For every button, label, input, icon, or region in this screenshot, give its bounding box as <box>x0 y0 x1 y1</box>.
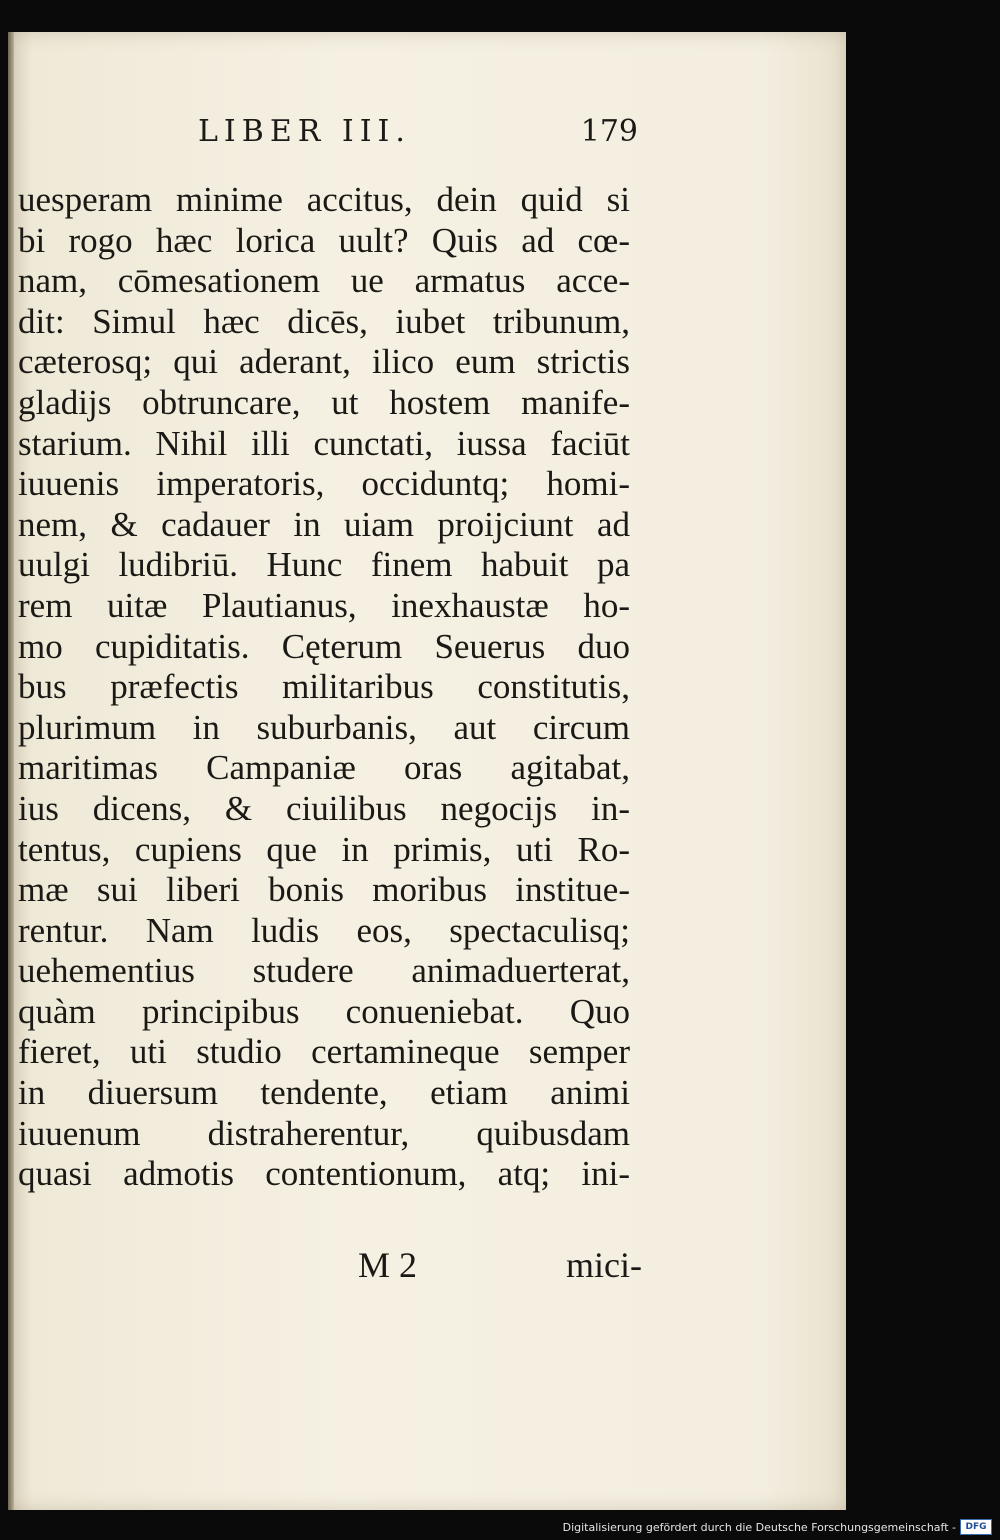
footer-bar <box>0 1510 1000 1540</box>
page-number: 179 <box>580 114 638 149</box>
text-line: nem, & cadauer in uiam proijciunt ad <box>18 504 630 544</box>
text-line: quasi admotis contentionum, atq; ini- <box>18 1154 630 1194</box>
text-line: maritimas Campaniæ oras agitabat, <box>18 748 630 788</box>
text-line: gladijs obtruncare, ut hostem manife- <box>18 382 630 422</box>
running-title: LIBER III. <box>198 114 411 149</box>
text-line: in diuersum tendente, etiam animi <box>18 1073 630 1113</box>
catchword: mici- <box>566 1245 642 1285</box>
running-head <box>198 114 638 154</box>
text-line: bi rogo hæc lorica uult? Quis ad cœ- <box>18 220 630 260</box>
text-line: rentur. Nam ludis eos, spectaculisq; <box>18 910 630 950</box>
text-line: mæ sui liberi bonis moribus institue- <box>18 870 630 910</box>
page-edge-shadow <box>8 32 14 1510</box>
text-line: ius dicens, & ciuilibus negocijs in- <box>18 788 630 828</box>
text-line: plurimum in suburbanis, aut circum <box>18 707 630 747</box>
footer-credit: Digitalisierung gefördert durch die Deutsche Forschungsgemeinschaft - <box>562 1521 956 1534</box>
text-line: fieret, uti studio certamineque semper <box>18 1032 630 1072</box>
text-line: iuuenis imperatoris, occiduntq; homi- <box>18 464 630 504</box>
text-line: uehementius studere animaduerterat, <box>18 951 630 991</box>
dfg-logo-icon: DFG <box>960 1519 992 1535</box>
text-line: nam, cōmesationem ue armatus acce- <box>18 261 630 301</box>
text-line: quàm principibus conueniebat. Quo <box>18 991 630 1031</box>
text-line: mo cupiditatis. Cęterum Seuerus duo <box>18 626 630 666</box>
text-line: uesperam minime accitus, dein quid si <box>18 180 630 219</box>
text-line: uulgi ludibriū. Hunc finem habuit pa <box>18 545 630 585</box>
text-line: starium. Nihil illi cunctati, iussa faciūt <box>18 423 630 463</box>
book-page <box>8 32 846 1510</box>
text-line: rem uitæ Plautianus, inexhaustæ ho- <box>18 585 630 625</box>
text-line: dit: Simul hæc dicēs, iubet tribunum, <box>18 301 630 341</box>
text-line: iuuenum distraherentur, quibusdam <box>18 1113 630 1153</box>
page-foot <box>358 1244 642 1288</box>
text-line: bus præfectis militaribus constitutis, <box>18 667 630 707</box>
body-text <box>18 180 630 1195</box>
text-line: tentus, cupiens que in primis, uti Ro- <box>18 829 630 869</box>
text-line: cæterosq; qui aderant, ilico eum strictis <box>18 342 630 382</box>
signature-mark: M 2 <box>358 1245 418 1285</box>
